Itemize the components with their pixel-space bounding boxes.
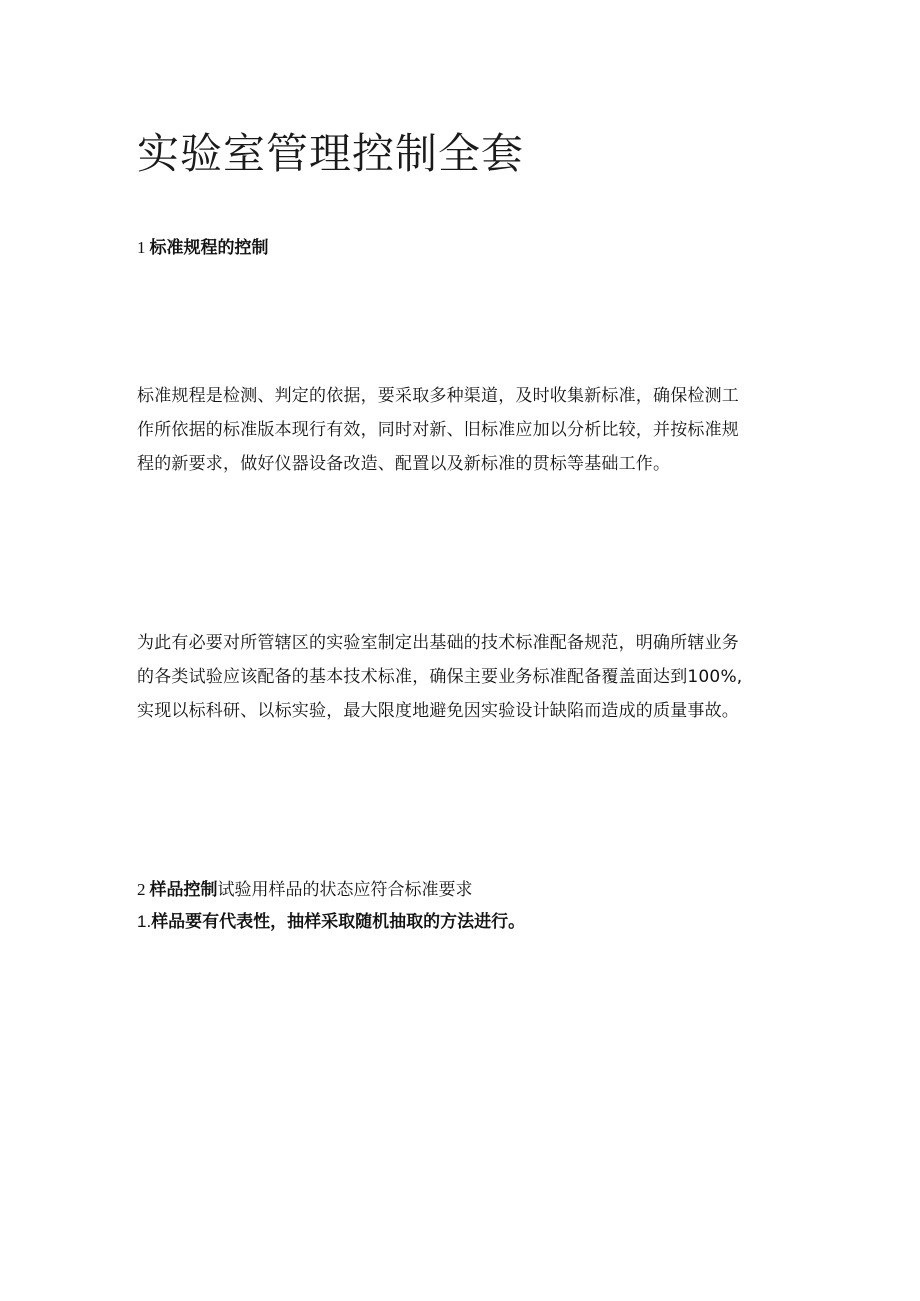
paragraph-2-line-2: 的各类试验应该配备的基本技术标准，确保主要业务标准配备覆盖面达到100%, [137, 667, 743, 687]
section-2-heading [137, 878, 473, 902]
paragraph-2-line-1: 为此有必要对所管辖区的实验室制定出基础的技术标准配备规范，明确所辖业务 [137, 633, 739, 653]
paragraph-1-line-1: 标准规程是检测、判定的依据，要采取多种渠道，及时收集新标准，确保检测工 [137, 386, 739, 406]
numbered-item-1-text: 样品要有代表性，抽样采取随机抽取的方法进行。 [151, 912, 526, 932]
section-1-title: 标准规程的控制 [149, 238, 269, 258]
paragraph-1-line-2: 作所依据的标准版本现行有效，同时对新、旧标准应加以分析比较，并按标准规 [137, 420, 739, 440]
section-2-number: 2 [137, 880, 146, 899]
paragraph-1-line-3: 程的新要求，做好仪器设备改造、配置以及新标准的贯标等基础工作。 [137, 454, 671, 474]
document-title: 实验室管理控制全套 [137, 129, 525, 178]
section-2-title: 样品控制 [149, 880, 218, 900]
section-1-number: 1 [137, 238, 146, 257]
numbered-item-1-number: 1. [137, 912, 152, 931]
paragraph-1 [137, 379, 797, 481]
section-1-heading [137, 236, 269, 260]
section-2-text: 试验用样品的状态应符合标准要求 [217, 880, 473, 900]
paragraph-2-line-3: 实现以标科研、以标实验，最大限度地避免因实验设计缺陷而造成的质量事故。 [137, 701, 739, 721]
paragraph-2 [137, 626, 797, 728]
numbered-item-1 [137, 910, 525, 934]
